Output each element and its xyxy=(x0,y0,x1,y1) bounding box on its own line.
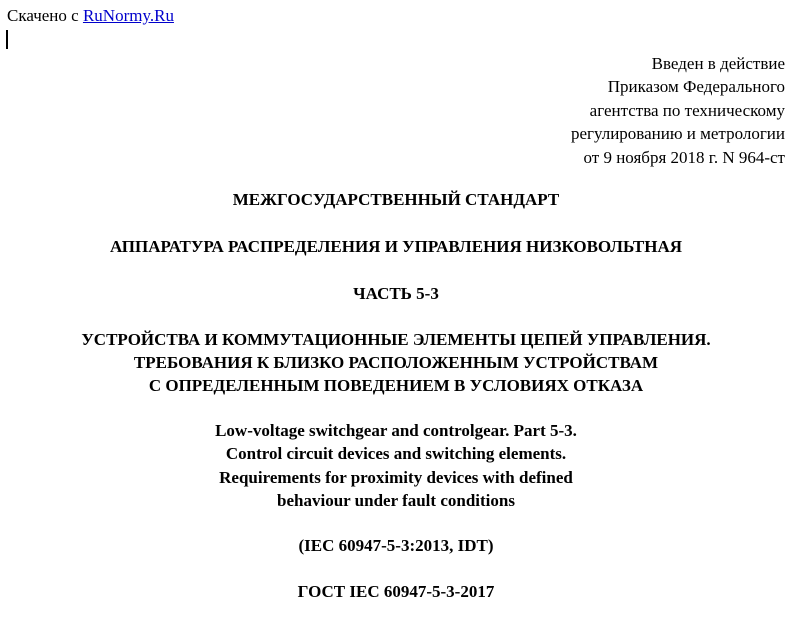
document-title xyxy=(0,235,792,258)
english-title-line: Control circuit devices and switching elements. xyxy=(225,444,567,464)
iec-reference-text: (IEC 60947-5-3:2013, IDT) xyxy=(298,536,494,555)
part-text: ЧАСТЬ 5-3 xyxy=(353,284,439,303)
english-title-line: Requirements for proximity devices with defined xyxy=(219,467,573,487)
subtitle-line: УСТРОЙСТВА И КОММУТАЦИОННЫЕ ЭЛЕМЕНТЫ ЦЕПЕЙ УПРАВЛЕНИЯ. xyxy=(81,330,711,349)
source-link[interactable]: RuNormy.Ru xyxy=(82,6,174,25)
english-title xyxy=(0,419,792,513)
enactment-line: Приказом Федерального xyxy=(607,77,785,97)
standard-number-text: ГОСТ IEC 60947-5-3-2017 xyxy=(297,582,495,601)
enactment-notice xyxy=(571,52,785,169)
document-subtitle xyxy=(0,328,792,397)
title-text: АППАРАТУРА РАСПРЕДЕЛЕНИЯ И УПРАВЛЕНИЯ НИЗКОВОЛЬТНАЯ xyxy=(109,237,683,256)
source-line xyxy=(7,6,174,26)
standard-number xyxy=(0,580,792,603)
iec-reference xyxy=(0,534,792,557)
enactment-line: агентства по техническому xyxy=(589,100,785,120)
enactment-line: регулированию и метрологии xyxy=(570,124,785,144)
subtitle-line: ТРЕБОВАНИЯ К БЛИЗКО РАСПОЛОЖЕННЫМ УСТРОЙСТВАМ xyxy=(133,353,659,372)
english-title-line: behaviour under fault conditions xyxy=(277,491,515,511)
subtitle-line: С ОПРЕДЕЛЕННЫМ ПОВЕДЕНИЕМ В УСЛОВИЯХ ОТКАЗА xyxy=(148,376,644,395)
document-category xyxy=(0,188,792,211)
category-text: МЕЖГОСУДАРСТВЕННЫЙ СТАНДАРТ xyxy=(232,190,560,209)
text-cursor xyxy=(6,30,8,49)
source-prefix: Скачено с xyxy=(7,6,79,25)
enactment-line: Введен в действие xyxy=(651,54,785,73)
english-title-line: Low-voltage switchgear and controlgear. Part 5-3. xyxy=(215,421,577,440)
document-part xyxy=(0,282,792,305)
enactment-line: от 9 ноября 2018 г. N 964-ст xyxy=(583,147,785,167)
